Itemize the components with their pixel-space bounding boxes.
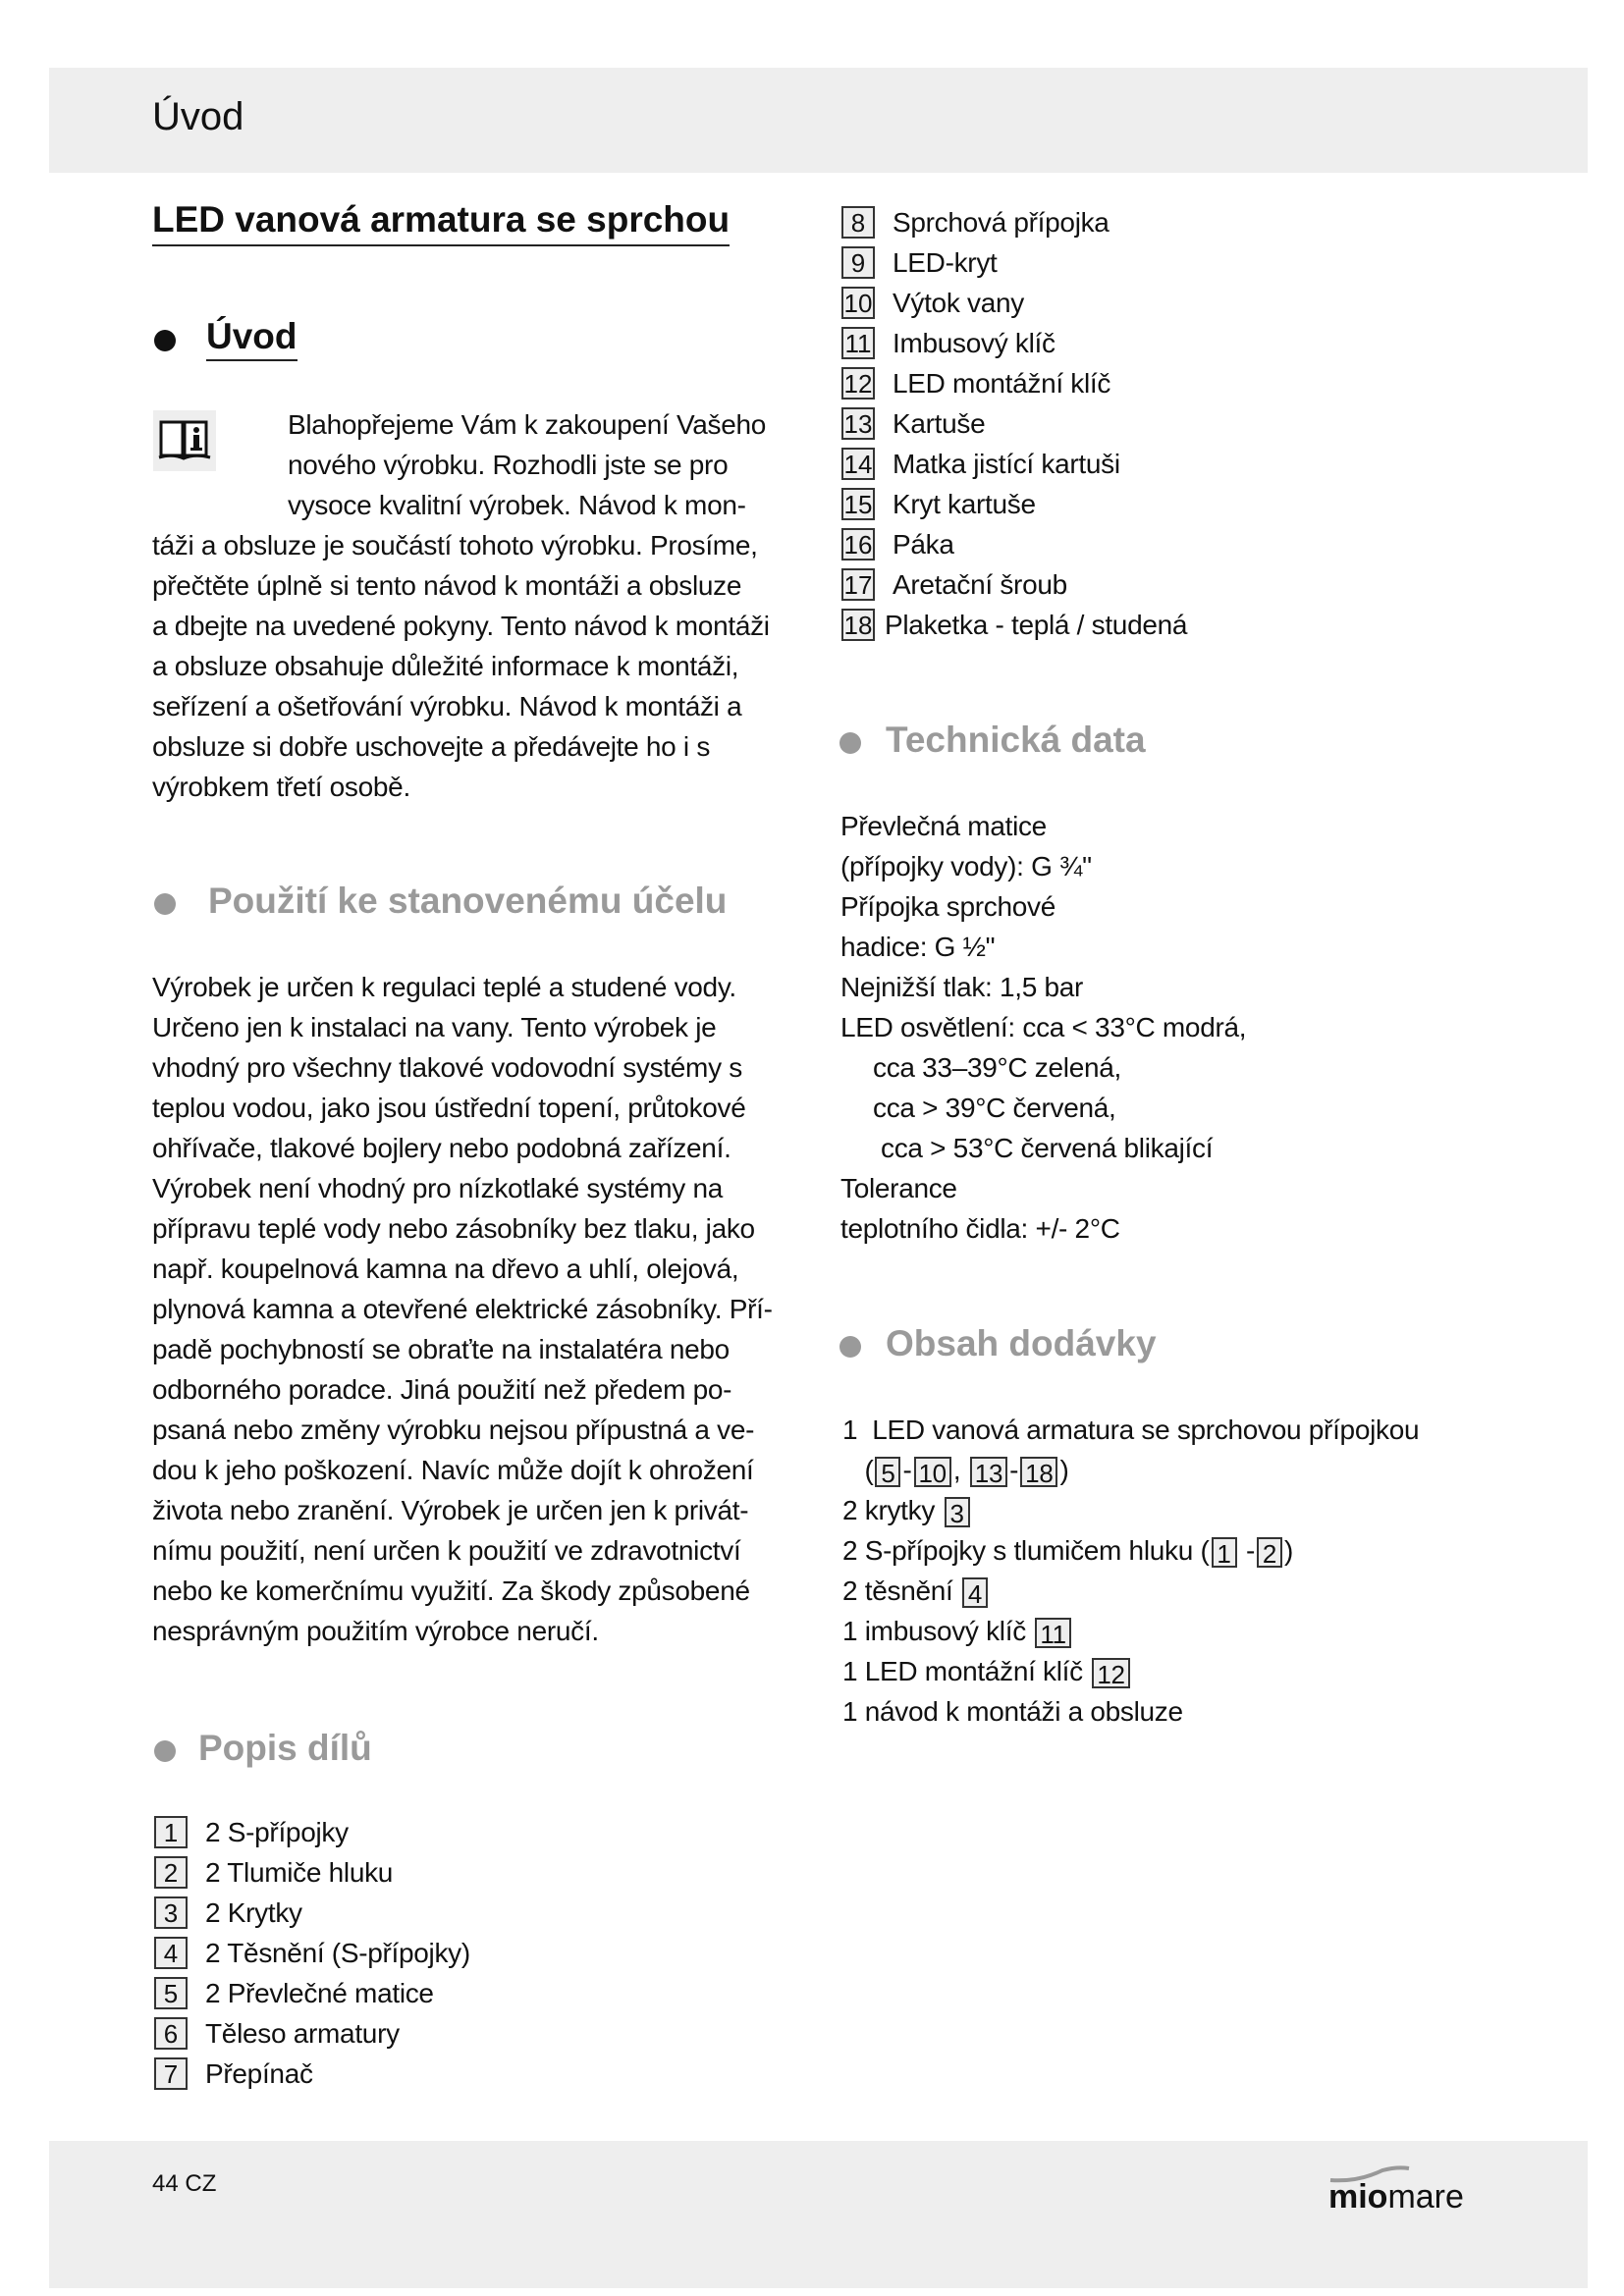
- bullet-icon: [154, 1740, 176, 1762]
- bullet-icon: [154, 893, 176, 915]
- contents-text: 1 imbusový klíč: [842, 1616, 1034, 1646]
- paragraph-line: a dbejte na uvedené pokyny. Tento návod k montáži: [152, 611, 770, 641]
- part-number-box: 7: [154, 2057, 188, 2090]
- part-ref-box: 5: [875, 1457, 900, 1487]
- part-number-box: 8: [841, 206, 875, 239]
- contents-text: -: [1238, 1535, 1256, 1566]
- part-label: 2 Převlečné matice: [205, 1978, 434, 2008]
- parts-heading: Popis dílů: [198, 1728, 372, 1768]
- contents-line: [842, 1490, 972, 1530]
- contents-text: ,: [952, 1455, 968, 1485]
- miomare-logo: [1328, 2178, 1464, 2216]
- paragraph-line: teplou vodou, jako jsou ústřední topení, průtokové: [152, 1093, 746, 1123]
- part-label: Těleso armatury: [205, 2018, 400, 2049]
- paragraph-line: ohřívače, tlakové bojlery nebo podobná zařízení.: [152, 1133, 731, 1163]
- contents-text: 1 LED montážní klíč: [842, 1656, 1091, 1686]
- part-ref-box: 2: [1257, 1537, 1282, 1568]
- contents-line: [842, 1410, 1419, 1450]
- part-number-box: 4: [154, 1937, 188, 1969]
- tech-data-line: cca > 53°C červená blikající: [881, 1133, 1214, 1163]
- paragraph-line: vysoce kvalitní výrobek. Návod k mon-: [288, 490, 746, 520]
- part-label: Páka: [893, 529, 954, 560]
- part-number-box: 3: [154, 1896, 188, 1929]
- part-label: Imbusový klíč: [893, 328, 1056, 358]
- tech-data-line: cca > 39°C červená,: [873, 1093, 1116, 1123]
- part-label: 2 S-přípojky: [205, 1817, 349, 1847]
- part-label: Plaketka - teplá / studená: [885, 610, 1188, 640]
- contents-line: [842, 1691, 1183, 1732]
- part-number-box: 12: [841, 367, 875, 400]
- contents-line: [842, 1611, 1073, 1651]
- part-label: 2 Těsnění (S-přípojky): [205, 1938, 470, 1968]
- contents-text: 2 těsnění: [842, 1575, 960, 1606]
- part-number-box: 18: [841, 609, 875, 641]
- paragraph-line: výrobkem třetí osobě.: [152, 772, 410, 802]
- tech-data-line: teplotního čidla: +/- 2°C: [840, 1213, 1120, 1244]
- paragraph-line: Blahopřejeme Vám k zakoupení Vašeho: [288, 409, 767, 440]
- part-label: LED-kryt: [893, 247, 998, 278]
- part-number-box: 2: [154, 1856, 188, 1889]
- tech-heading: Technická data: [886, 720, 1146, 760]
- contents-text: 1 LED vanová armatura se sprchovou přípojkou: [842, 1415, 1420, 1445]
- part-ref-box: 18: [1020, 1457, 1057, 1487]
- part-number-box: 6: [154, 2017, 188, 2050]
- tech-data-line: cca 33–39°C zelená,: [873, 1052, 1121, 1083]
- part-number-box: 13: [841, 407, 875, 440]
- paragraph-line: nového výrobku. Rozhodli jste se pro: [288, 450, 729, 480]
- paragraph-line: života nebo zranění. Výrobek je určen jen k privát-: [152, 1495, 749, 1525]
- paragraph-line: Výrobek je určen k regulaci teplé a studené vody.: [152, 972, 736, 1002]
- paragraph-line: vhodný pro všechny tlakové vodovodní systémy s: [152, 1052, 742, 1083]
- logo-mio: mio: [1328, 2178, 1388, 2216]
- paragraph-line: nesprávným použitím výrobce neručí.: [152, 1616, 599, 1646]
- part-number-box: 14: [841, 448, 875, 480]
- paragraph-line: nebo ke komerčnímu využití. Za škody způsobené: [152, 1575, 750, 1606]
- info-book-icon: [153, 410, 216, 471]
- part-label: LED montážní klíč: [893, 368, 1111, 399]
- paragraph-line: táži a obsluze je součástí tohoto výrobku. Prosíme,: [152, 530, 758, 561]
- paragraph-line: seřízení a ošetřování výrobku. Návod k montáži a: [152, 691, 742, 721]
- part-label: Výtok vany: [893, 288, 1024, 318]
- tech-data-line: (přípojky vody): G ¾": [840, 851, 1092, 881]
- contents-text: ): [1284, 1535, 1294, 1566]
- tech-data-line: Přípojka sprchové: [840, 891, 1056, 922]
- paragraph-line: např. koupelnová kamna na dřevo a uhlí, olejová,: [152, 1254, 739, 1284]
- paragraph-line: Výrobek není vhodný pro nízkotlaké systémy na: [152, 1173, 724, 1203]
- part-number-box: 16: [841, 528, 875, 561]
- part-number-box: 5: [154, 1977, 188, 2009]
- paragraph-line: plynová kamna a otevřené elektrické zásobníky. Pří-: [152, 1294, 773, 1324]
- contents-text: -: [1009, 1455, 1019, 1485]
- bullet-icon: [839, 1336, 861, 1358]
- bullet-icon: [839, 732, 861, 754]
- part-label: Kartuše: [893, 408, 986, 439]
- paragraph-line: odborného poradce. Jiná použití než předem po-: [152, 1374, 732, 1405]
- contents-text: 2 krytky: [842, 1495, 943, 1525]
- contents-text: ): [1059, 1455, 1069, 1485]
- part-number-box: 11: [841, 327, 875, 359]
- header-title: Úvod: [152, 95, 244, 138]
- paragraph-line: přečtěte úplně si tento návod k montáži a obsluze: [152, 570, 742, 601]
- header-band: [49, 68, 1588, 173]
- tech-data-line: hadice: G ½": [840, 932, 996, 962]
- part-number-box: 15: [841, 488, 875, 520]
- contents-text: -: [902, 1455, 912, 1485]
- contents-heading: Obsah dodávky: [886, 1323, 1157, 1363]
- paragraph-line: obsluze si dobře uschovejte a předávejte ho i s: [152, 731, 711, 762]
- contents-line: [842, 1450, 1069, 1490]
- paragraph-line: psaná nebo změny výrobku nejsou přípustná a ve-: [152, 1415, 755, 1445]
- part-label: 2 Krytky: [205, 1897, 302, 1928]
- tech-data-line: Převlečná matice: [840, 811, 1047, 841]
- part-ref-box: 3: [945, 1497, 970, 1527]
- paragraph-line: přípravu teplé vody nebo zásobníky bez tlaku, jako: [152, 1213, 755, 1244]
- contents-text: 1 návod k montáži a obsluze: [842, 1696, 1183, 1727]
- part-ref-box: 4: [962, 1577, 988, 1608]
- footer-band: [49, 2141, 1588, 2288]
- part-number-box: 10: [841, 287, 875, 319]
- contents-line: [842, 1530, 1293, 1571]
- page-number: 44 CZ: [152, 2170, 217, 2197]
- paragraph-line: Určeno jen k instalaci na vany. Tento výrobek je: [152, 1012, 717, 1042]
- bullet-icon: [154, 330, 176, 351]
- part-number-box: 17: [841, 568, 875, 601]
- part-ref-box: 1: [1212, 1537, 1237, 1568]
- part-number-box: 1: [154, 1816, 188, 1848]
- part-label: Kryt kartuše: [893, 489, 1036, 519]
- usage-heading: Použití ke stanovenému účelu: [208, 881, 728, 921]
- contents-line: [842, 1571, 990, 1611]
- tech-data-line: LED osvětlení: cca < 33°C modrá,: [840, 1012, 1247, 1042]
- document-title: LED vanová armatura se sprchou: [152, 199, 730, 246]
- part-label: Aretační šroub: [893, 569, 1067, 600]
- part-number-box: 9: [841, 246, 875, 279]
- contents-text: (: [842, 1455, 874, 1485]
- part-label: Matka jistící kartuši: [893, 449, 1120, 479]
- part-ref-box: 11: [1035, 1618, 1070, 1648]
- tech-data-line: Nejnižší tlak: 1,5 bar: [840, 972, 1084, 1002]
- logo-mare: mare: [1387, 2178, 1464, 2216]
- contents-text: 2 S-přípojky s tlumičem hluku (: [842, 1535, 1210, 1566]
- paragraph-line: padě pochybností se obraťte na instalatéra nebo: [152, 1334, 730, 1364]
- tech-data-line: Tolerance: [840, 1173, 957, 1203]
- part-label: Přepínač: [205, 2058, 313, 2089]
- intro-heading: Úvod: [206, 316, 298, 361]
- part-label: Sprchová přípojka: [893, 207, 1110, 238]
- part-ref-box: 13: [970, 1457, 1007, 1487]
- paragraph-line: dou k jeho poškození. Navíc může dojít k ohrožení: [152, 1455, 754, 1485]
- part-ref-box: 10: [914, 1457, 951, 1487]
- paragraph-line: a obsluze obsahuje důležité informace k montáži,: [152, 651, 739, 681]
- part-ref-box: 12: [1092, 1658, 1129, 1688]
- part-label: 2 Tlumiče hluku: [205, 1857, 394, 1888]
- paragraph-line: nímu použití, není určen k použití ve zdravotnictví: [152, 1535, 741, 1566]
- contents-line: [842, 1651, 1132, 1691]
